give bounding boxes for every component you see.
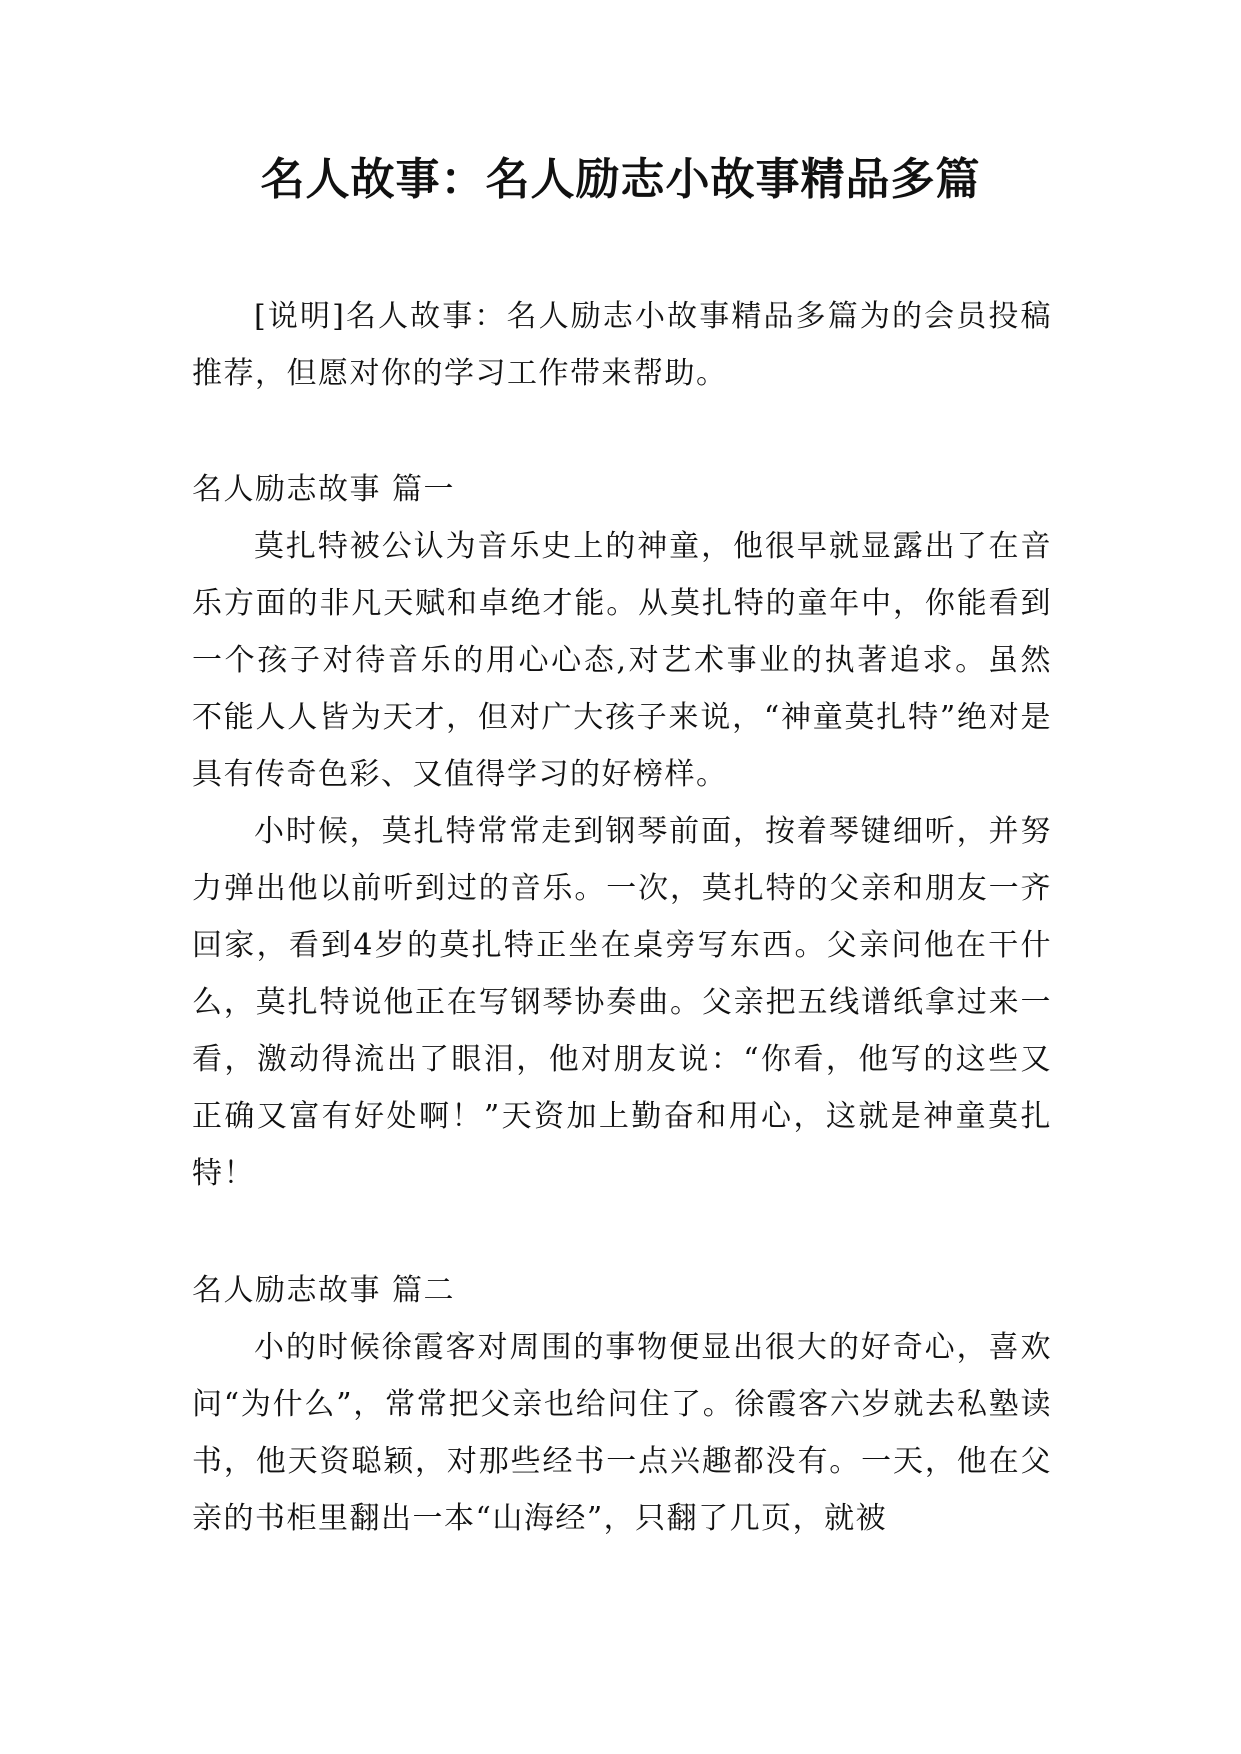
section-1-paragraph-2: 小时候，莫扎特常常走到钢琴前面，按着琴键细听，并努力弹出他以前听到过的音乐。一次，莫扎特的父亲和朋友一齐回家，看到4岁的莫扎特正坐在桌旁写东西。父亲问他在干什么，莫扎特说他正在写钢琴协奏曲。父亲把五线谱纸拿过来一看，激动得流出了眼泪，他对朋友说：“你看，他写的这些又正确又富有好处啊！”天资加上勤奋和用心，这就是神童莫扎特！ xyxy=(192,814,1052,1191)
section-heading-2: 名人励志故事 篇二 xyxy=(192,1273,456,1308)
section-1-paragraph-1: 莫扎特被公认为音乐史上的神童，他很早就显露出了在音乐方面的非凡天赋和卓绝才能。从莫扎特的童年中，你能看到一个孩子对待音乐的用心心态,对艺术事业的执著追求。虽然不能人人皆为天才，但对广大孩子来说，“神童莫扎特”绝对是具有传奇色彩、又值得学习的好榜样。 xyxy=(192,529,1052,792)
section-heading-1: 名人励志故事 篇一 xyxy=(192,472,456,507)
intro-paragraph: [说明]名人故事：名人励志小故事精品多篇为的会员投稿推荐，但愿对你的学习工作带来帮助。 xyxy=(192,299,1052,391)
document-title: 名人故事：名人励志小故事精品多篇 xyxy=(260,154,981,205)
section-2-paragraph-1: 小的时候徐霞客对周围的事物便显出很大的好奇心，喜欢问“为什么”，常常把父亲也给问住了。徐霞客六岁就去私塾读书，他天资聪颖，对那些经书一点兴趣都没有。一天，他在父亲的书柜里翻出一本“山海经”，只翻了几页，就被 xyxy=(192,1330,1052,1536)
